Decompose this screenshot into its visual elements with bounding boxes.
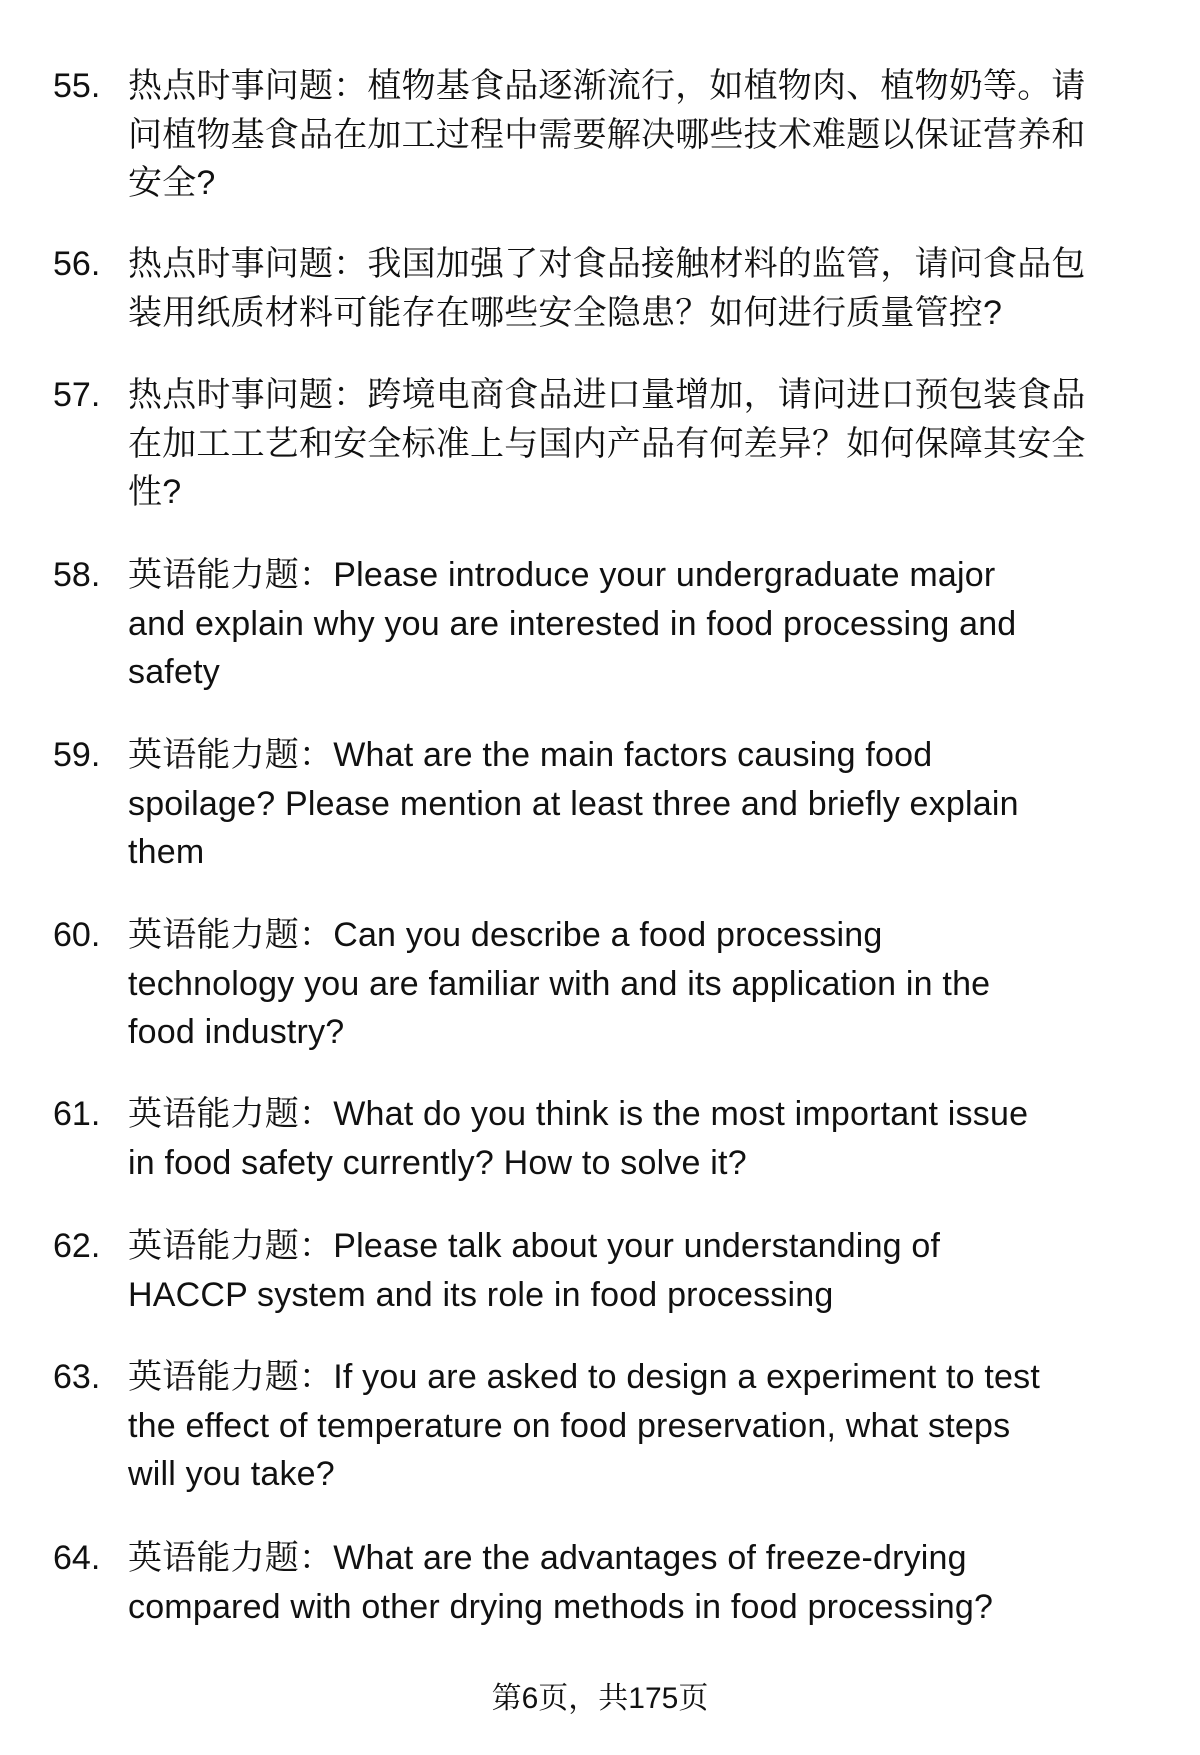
question-line: 英语能力题：What are the advantages of freeze-drying <box>128 1539 967 1577</box>
question-line: 英语能力题：If you are asked to design a experiment to test <box>128 1358 1040 1396</box>
question-line: 装用纸质材料可能存在哪些安全隐患？如何进行质量管控? <box>128 293 1003 332</box>
question-number: 55. <box>53 67 101 105</box>
question-line: 英语能力题：Can you describe a food processing <box>128 916 883 954</box>
question-number: 62. <box>53 1227 101 1265</box>
question-number: 60. <box>53 916 101 954</box>
question-line: spoilage? Please mention at least three and briefly explain <box>128 784 1019 823</box>
question-line: HACCP system and its role in food processing <box>128 1275 834 1314</box>
question-number: 57. <box>53 376 101 414</box>
question-text <box>128 1534 993 1631</box>
question-text <box>128 1353 1040 1499</box>
question-text <box>128 240 1086 337</box>
question-number: 64. <box>53 1539 101 1577</box>
question-text <box>128 62 1086 208</box>
question-text <box>128 731 1019 877</box>
question-line: and explain why you are interested in food processing and <box>128 604 1017 643</box>
question-text <box>128 551 1016 697</box>
question-line: technology you are familiar with and its application in the <box>128 964 991 1003</box>
question-line: them <box>128 833 205 871</box>
question-text <box>128 371 1086 517</box>
question-line: 性? <box>128 473 182 511</box>
question-line: 英语能力题：What do you think is the most important issue <box>128 1095 1029 1133</box>
question-line: compared with other drying methods in food processing? <box>128 1587 994 1626</box>
question-line: the effect of temperature on food preservation, what steps <box>128 1406 1011 1445</box>
question-line: 热点时事问题：跨境电商食品进口量增加，请问进口预包装食品 <box>128 376 1086 414</box>
question-number: 63. <box>53 1358 101 1396</box>
question-line: 热点时事问题：植物基食品逐渐流行，如植物肉、植物奶等。请 <box>128 67 1086 105</box>
question-line: 英语能力题：Please talk about your understanding of <box>128 1227 941 1265</box>
question-line: 热点时事问题：我国加强了对食品接触材料的监管，请问食品包 <box>128 245 1086 283</box>
question-number: 56. <box>53 245 101 283</box>
question-text <box>128 1222 940 1319</box>
question-number: 61. <box>53 1095 101 1133</box>
question-line: in food safety currently? How to solve it? <box>128 1143 747 1182</box>
question-line: 问植物基食品在加工过程中需要解决哪些技术难题以保证营养和 <box>128 115 1086 154</box>
question-line: will you take? <box>128 1455 335 1493</box>
question-line: 在加工工艺和安全标准上与国内产品有何差异？如何保障其安全 <box>128 424 1086 463</box>
question-line: 英语能力题：Please introduce your undergraduate major <box>128 556 996 594</box>
question-text <box>128 1090 1028 1187</box>
question-number: 58. <box>53 556 101 594</box>
question-line: 安全? <box>128 164 216 202</box>
page-footer: 第6页，共175页 <box>491 1682 709 1715</box>
question-line: 英语能力题：What are the main factors causing food <box>128 736 933 774</box>
question-line: food industry? <box>128 1013 345 1051</box>
question-text <box>128 911 990 1057</box>
question-line: safety <box>128 653 220 691</box>
question-number: 59. <box>53 736 101 774</box>
